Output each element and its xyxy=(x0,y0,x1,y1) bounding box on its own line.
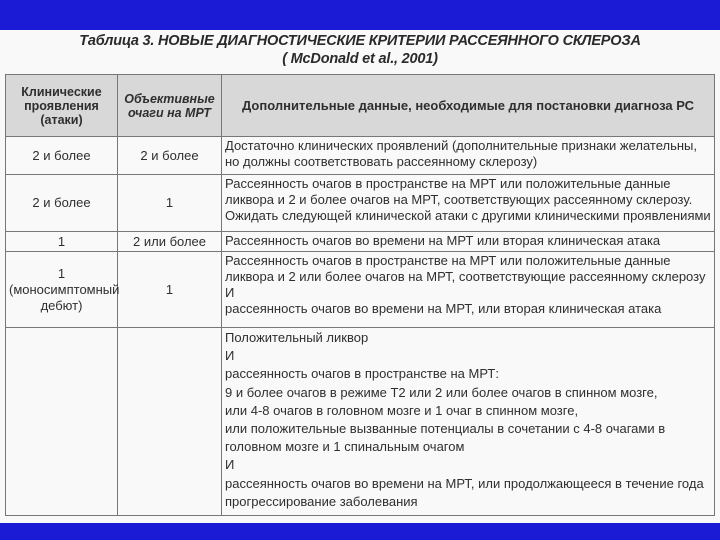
cell-clinical: 1 xyxy=(6,232,118,252)
cell-line: но должны соответствовать рассеянному склерозу) xyxy=(225,154,538,169)
cell-line: прогрессирование заболевания xyxy=(225,493,418,509)
cell-additional xyxy=(222,232,715,252)
table-row xyxy=(6,252,715,328)
table-row xyxy=(6,232,715,252)
cell-additional xyxy=(222,252,715,328)
cell-line: рассеянность очагов в пространстве на МРТ: xyxy=(225,366,499,382)
cell-objective: 2 и более xyxy=(118,137,222,175)
cell-line: И xyxy=(225,348,235,364)
cell-line: Достаточно клинических проявлений (дополнительные признаки желательны, xyxy=(225,138,698,153)
header-row xyxy=(6,75,715,137)
table-title: Таблица 3. НОВЫЕ ДИАГНОСТИЧЕСКИЕ КРИТЕРИИ РАССЕЯННОГО СКЛЕРОЗА xyxy=(79,33,641,49)
cell-line: рассеянность очагов во времени на МРТ, или продолжающееся в течение года xyxy=(225,475,704,491)
header-clinical: Клинические проявления (атаки) xyxy=(6,75,118,137)
cell-clinical: 1 (моносимптомный дебют) xyxy=(6,252,118,328)
cell-line: ликвора и 2 и более очагов на МРТ, соответствующих рассеянному склерозу. xyxy=(225,192,693,207)
cell-line: Рассеянность очагов в пространстве на МРТ или положительные данные xyxy=(225,253,671,268)
cell-line: И xyxy=(225,285,235,300)
header-additional: Дополнительные данные, необходимые для постановки диагноза РС xyxy=(222,75,715,137)
cell-line: И xyxy=(225,457,235,473)
table-row xyxy=(6,137,715,175)
cell-clinical: 2 и более xyxy=(6,175,118,232)
cell-clinical xyxy=(6,328,118,516)
cell-line: рассеянность очагов во времени на МРТ, или вторая клиническая атака xyxy=(225,301,662,316)
cell-additional xyxy=(222,137,715,175)
table-citation: ( McDonald et al., 2001) xyxy=(282,51,438,67)
cell-objective: 1 xyxy=(118,175,222,232)
table-row xyxy=(6,175,715,232)
cell-objective: 2 или более xyxy=(118,232,222,252)
cell-objective: 1 xyxy=(118,252,222,328)
cell-line: или 4-8 очагов в головном мозге и 1 очаг в спинном мозге, xyxy=(225,402,579,418)
top-band xyxy=(0,0,720,30)
cell-line: Ожидать следующей клинической атаки с другими клиническими проявлениями xyxy=(225,208,711,223)
header-objective: Объективные очаги на МРТ xyxy=(118,75,222,137)
cell-line: 9 и более очагов в режиме Т2 или 2 или более очагов в спинном мозге, xyxy=(225,384,658,400)
cell-additional xyxy=(222,328,715,516)
cell-line: Рассеянность очагов в пространстве на МРТ или положительные данные xyxy=(225,176,671,191)
cell-line: или положительные вызванные потенциалы в сочетании с 4-8 очагами в xyxy=(225,421,666,437)
cell-line: ликвора и 2 или более очагов на МРТ, соответствующие рассеянному склерозу xyxy=(225,269,706,284)
cell-objective xyxy=(118,328,222,516)
cell-line: головном мозге и 1 спинальным очагом xyxy=(225,439,465,455)
cell-line: Положительный ликвор xyxy=(225,330,369,345)
cell-clinical: 2 и более xyxy=(6,137,118,175)
cell-line: Рассеянность очагов во времени на МРТ или вторая клиническая атака xyxy=(225,233,661,248)
bottom-band xyxy=(0,523,720,540)
criteria-table xyxy=(5,74,715,516)
table-row xyxy=(6,328,715,516)
cell-additional xyxy=(222,175,715,232)
